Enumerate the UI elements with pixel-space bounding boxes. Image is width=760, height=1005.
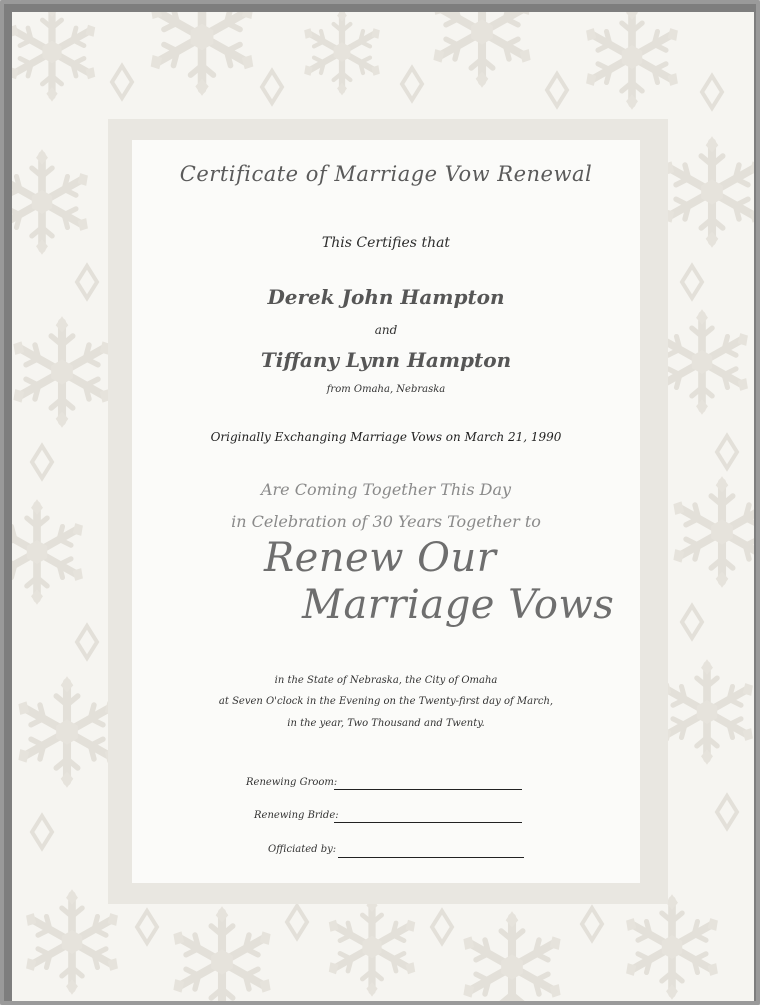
coming-together-line: Are Coming Together This Day [260, 480, 512, 499]
headline-marriage-vows: Marriage Vows [302, 582, 615, 628]
location-line-2: at Seven O'clock in the Evening on the Twenty-first day of March, [218, 696, 554, 707]
bride-signature-label: Renewing Bride: [254, 810, 339, 821]
spouse-one-name: Derek John Hampton [267, 285, 505, 309]
spouse-two-name: Tiffany Lynn Hampton [260, 348, 512, 372]
bride-signature-line[interactable] [334, 822, 522, 823]
certifies-line: This Certifies that [321, 235, 451, 251]
certificate-paper [12, 12, 754, 1001]
officiant-signature-line[interactable] [338, 857, 524, 858]
headline-renew-our: Renew Our [264, 535, 497, 581]
location-line-1: in the State of Nebraska, the City of Omaha [274, 675, 498, 686]
groom-signature-line[interactable] [334, 789, 522, 790]
certificate-title: Certificate of Marriage Vow Renewal [179, 162, 593, 186]
location-line-3: in the year, Two Thousand and Twenty. [287, 718, 485, 729]
officiant-signature-label: Officiated by: [268, 844, 337, 855]
certificate-body [132, 140, 640, 883]
celebration-line: in Celebration of 30 Years Together to [231, 512, 541, 531]
original-vows-line: Originally Exchanging Marriage Vows on March 21, 1990 [210, 430, 562, 444]
hometown-line: from Omaha, Nebraska [326, 384, 446, 395]
groom-signature-label: Renewing Groom: [246, 777, 338, 788]
and-connector: and [374, 323, 398, 337]
